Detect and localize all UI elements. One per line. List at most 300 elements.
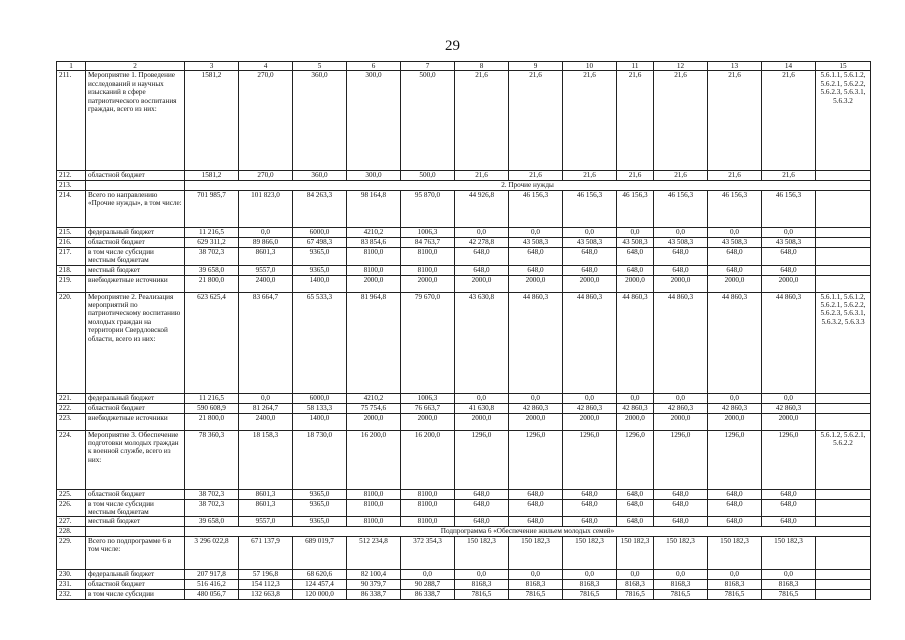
value-cell: 95 870,0 [401, 190, 455, 227]
value-cell: 671 137,9 [239, 536, 293, 569]
value-cell: 83 664,7 [239, 292, 293, 393]
value-cell: 42 860,3 [654, 403, 708, 413]
value-cell: 648,0 [509, 489, 563, 499]
value-cell: 2000,0 [654, 275, 708, 292]
value-cell: 11 216,5 [185, 227, 239, 237]
value-cell: 21,6 [708, 71, 762, 171]
value-cell: 2000,0 [347, 413, 401, 430]
value-cell: 0,0 [563, 393, 617, 403]
value-cell: 8100,0 [347, 489, 401, 499]
value-cell: 648,0 [708, 265, 762, 275]
value-cell: 1581,2 [185, 71, 239, 171]
value-cell: 41 630,8 [455, 403, 509, 413]
value-cell: 4210,2 [347, 393, 401, 403]
value-cell: 43 630,8 [455, 292, 509, 393]
value-cell: 648,0 [509, 517, 563, 527]
value-cell: 46 156,3 [509, 190, 563, 227]
value-cell: 44 860,3 [762, 292, 816, 393]
value-cell: 2000,0 [509, 275, 563, 292]
value-cell: 1296,0 [455, 430, 509, 489]
value-cell: 58 133,3 [293, 403, 347, 413]
value-cell: 83 854,6 [347, 237, 401, 247]
value-cell: 360,0 [293, 171, 347, 181]
value-cell: 150 182,3 [509, 536, 563, 569]
value-cell: 648,0 [455, 517, 509, 527]
row-number: 228. [57, 527, 86, 536]
value-cell: 84 263,3 [293, 190, 347, 227]
value-cell: 150 182,3 [563, 536, 617, 569]
value-cell: 65 533,3 [293, 292, 347, 393]
value-cell: 8168,3 [617, 579, 654, 589]
value-cell: 0,0 [654, 227, 708, 237]
value-cell: 629 311,2 [185, 237, 239, 247]
value-cell: 648,0 [708, 489, 762, 499]
value-cell: 46 156,3 [708, 190, 762, 227]
target-codes: 5.6.1.1, 5.6.1.2, 5.6.2.1, 5.6.2.2, 5.6.2.3, 5.6.3.1, 5.6.3.2, 5.6.3.3 [816, 292, 871, 393]
value-cell: 0,0 [617, 569, 654, 579]
value-cell: 0,0 [654, 393, 708, 403]
target-codes [816, 227, 871, 237]
value-cell: 512 234,8 [347, 536, 401, 569]
value-cell: 480 056,7 [185, 589, 239, 599]
value-cell: 42 860,3 [617, 403, 654, 413]
value-cell: 500,0 [401, 71, 455, 171]
value-cell: 0,0 [509, 227, 563, 237]
value-cell: 0,0 [455, 227, 509, 237]
value-cell: 9365,0 [293, 499, 347, 517]
value-cell: 43 508,3 [762, 237, 816, 247]
table-row [57, 265, 871, 275]
section-title: 2. Прочие нужды [185, 181, 871, 190]
value-cell: 81 264,7 [239, 403, 293, 413]
row-name: Мероприятие 3. Обеспечение подготовки молодых граждан к военной службе, всего из них: [86, 430, 185, 489]
row-number: 221. [57, 393, 86, 403]
value-cell: 0,0 [455, 393, 509, 403]
value-cell: 38 702,3 [185, 489, 239, 499]
value-cell: 689 019,7 [293, 536, 347, 569]
value-cell: 0,0 [239, 393, 293, 403]
table-row [57, 292, 871, 393]
value-cell: 1400,0 [293, 275, 347, 292]
value-cell: 648,0 [762, 517, 816, 527]
row-number: 216. [57, 237, 86, 247]
target-codes [816, 237, 871, 247]
value-cell: 648,0 [654, 517, 708, 527]
row-name: Всего по подпрограмме 6 в том числе: [86, 536, 185, 569]
value-cell: 9365,0 [293, 265, 347, 275]
column-header: 2 [86, 62, 185, 71]
table-row [57, 499, 871, 517]
row-number: 229. [57, 536, 86, 569]
value-cell: 648,0 [762, 499, 816, 517]
value-cell: 648,0 [654, 247, 708, 265]
row-number: 227. [57, 517, 86, 527]
value-cell: 21 800,0 [185, 275, 239, 292]
value-cell: 648,0 [654, 499, 708, 517]
value-cell: 7816,5 [708, 589, 762, 599]
value-cell: 2000,0 [563, 413, 617, 430]
value-cell: 0,0 [762, 227, 816, 237]
target-codes [816, 190, 871, 227]
value-cell: 0,0 [455, 569, 509, 579]
value-cell: 0,0 [762, 569, 816, 579]
value-cell: 154 112,3 [239, 579, 293, 589]
value-cell: 8168,3 [455, 579, 509, 589]
value-cell: 8168,3 [563, 579, 617, 589]
row-number: 225. [57, 489, 86, 499]
value-cell: 648,0 [455, 265, 509, 275]
value-cell: 648,0 [617, 517, 654, 527]
value-cell: 42 278,8 [455, 237, 509, 247]
value-cell: 43 508,3 [563, 237, 617, 247]
value-cell: 79 670,0 [401, 292, 455, 393]
target-codes [816, 589, 871, 599]
value-cell: 46 156,3 [762, 190, 816, 227]
row-number: 218. [57, 265, 86, 275]
value-cell: 648,0 [762, 489, 816, 499]
row-name: внебюджетные источники [86, 275, 185, 292]
value-cell: 11 216,5 [185, 393, 239, 403]
section-title: Подпрограмма 6 «Обеспечение жильем молодых семей» [185, 527, 871, 536]
value-cell: 701 985,7 [185, 190, 239, 227]
value-cell: 2000,0 [563, 275, 617, 292]
value-cell: 42 860,3 [509, 403, 563, 413]
value-cell: 150 182,3 [762, 536, 816, 569]
value-cell: 8601,3 [239, 489, 293, 499]
value-cell: 42 860,3 [762, 403, 816, 413]
value-cell: 2400,0 [239, 275, 293, 292]
value-cell: 2000,0 [401, 275, 455, 292]
table-row [57, 237, 871, 247]
value-cell: 2000,0 [708, 413, 762, 430]
column-header: 5 [293, 62, 347, 71]
value-cell: 2000,0 [654, 413, 708, 430]
row-name: в том числе субсидии местным бюджетам [86, 247, 185, 265]
value-cell: 648,0 [455, 247, 509, 265]
value-cell: 43 508,3 [654, 237, 708, 247]
value-cell: 43 508,3 [509, 237, 563, 247]
value-cell: 6000,0 [293, 227, 347, 237]
row-name: областной бюджет [86, 171, 185, 181]
value-cell: 7816,5 [617, 589, 654, 599]
row-name: федеральный бюджет [86, 569, 185, 579]
value-cell: 150 182,3 [617, 536, 654, 569]
value-cell: 46 156,3 [617, 190, 654, 227]
value-cell: 270,0 [239, 71, 293, 171]
row-number: 219. [57, 275, 86, 292]
value-cell: 8100,0 [401, 247, 455, 265]
value-cell: 8601,3 [239, 499, 293, 517]
value-cell: 2000,0 [617, 275, 654, 292]
row-number: 222. [57, 403, 86, 413]
value-cell: 9365,0 [293, 247, 347, 265]
row-number: 224. [57, 430, 86, 489]
row-name: Мероприятие 2. Реализация мероприятий по патриотическому воспитанию молодых граждан на территории Свердловской области, всего из них: [86, 292, 185, 393]
row-name-cell [86, 527, 185, 536]
value-cell: 0,0 [509, 393, 563, 403]
value-cell: 8100,0 [401, 499, 455, 517]
value-cell: 2000,0 [509, 413, 563, 430]
value-cell: 300,0 [347, 71, 401, 171]
value-cell: 6000,0 [293, 393, 347, 403]
value-cell: 207 917,8 [185, 569, 239, 579]
value-cell: 7816,5 [762, 589, 816, 599]
value-cell: 21,6 [617, 71, 654, 171]
value-cell: 16 200,0 [347, 430, 401, 489]
row-number: 220. [57, 292, 86, 393]
value-cell: 21,6 [563, 71, 617, 171]
value-cell: 78 360,3 [185, 430, 239, 489]
target-codes [816, 413, 871, 430]
row-name-cell [86, 181, 185, 190]
value-cell: 648,0 [762, 247, 816, 265]
table-row [57, 517, 871, 527]
value-cell: 8168,3 [654, 579, 708, 589]
row-number: 223. [57, 413, 86, 430]
row-name: местный бюджет [86, 265, 185, 275]
value-cell: 38 702,3 [185, 499, 239, 517]
value-cell: 21,6 [509, 71, 563, 171]
column-header: 11 [617, 62, 654, 71]
value-cell: 648,0 [563, 265, 617, 275]
row-name: местный бюджет [86, 517, 185, 527]
value-cell: 9557,0 [239, 265, 293, 275]
value-cell: 90 379,7 [347, 579, 401, 589]
value-cell: 270,0 [239, 171, 293, 181]
value-cell: 21,6 [654, 171, 708, 181]
table-row [57, 393, 871, 403]
value-cell: 3 296 022,8 [185, 536, 239, 569]
row-name: областной бюджет [86, 489, 185, 499]
value-cell: 2400,0 [239, 413, 293, 430]
value-cell: 44 860,3 [654, 292, 708, 393]
value-cell: 1006,3 [401, 393, 455, 403]
value-cell: 648,0 [563, 489, 617, 499]
value-cell: 43 508,3 [708, 237, 762, 247]
target-codes [816, 171, 871, 181]
value-cell: 8100,0 [347, 517, 401, 527]
target-codes: 5.6.1.1, 5.6.1.2, 5.6.2.1, 5.6.2.2, 5.6.2.3, 5.6.3.1, 5.6.3.2 [816, 71, 871, 171]
table-body [57, 71, 871, 599]
value-cell: 44 860,3 [708, 292, 762, 393]
target-codes [816, 403, 871, 413]
column-header: 9 [509, 62, 563, 71]
value-cell: 1296,0 [762, 430, 816, 489]
value-cell: 124 457,4 [293, 579, 347, 589]
value-cell: 648,0 [563, 247, 617, 265]
row-name: в том числе субсидии местным бюджетам [86, 499, 185, 517]
row-number: 230. [57, 569, 86, 579]
row-name: областной бюджет [86, 403, 185, 413]
value-cell: 21,6 [708, 171, 762, 181]
value-cell: 2000,0 [708, 275, 762, 292]
value-cell: 86 338,7 [347, 589, 401, 599]
value-cell: 8100,0 [347, 499, 401, 517]
row-number: 232. [57, 589, 86, 599]
row-number: 214. [57, 190, 86, 227]
value-cell: 44 860,3 [617, 292, 654, 393]
table-row [57, 71, 871, 171]
table-row [57, 536, 871, 569]
table-row [57, 275, 871, 292]
value-cell: 44 860,3 [563, 292, 617, 393]
value-cell: 120 000,0 [293, 589, 347, 599]
section-row [57, 181, 871, 190]
column-header: 4 [239, 62, 293, 71]
row-number: 231. [57, 579, 86, 589]
value-cell: 648,0 [762, 265, 816, 275]
value-cell: 648,0 [708, 517, 762, 527]
value-cell: 67 498,3 [293, 237, 347, 247]
row-number: 213. [57, 181, 86, 190]
value-cell: 648,0 [509, 247, 563, 265]
value-cell: 2000,0 [455, 413, 509, 430]
value-cell: 0,0 [654, 569, 708, 579]
value-cell: 648,0 [617, 499, 654, 517]
target-codes [816, 499, 871, 517]
value-cell: 8100,0 [347, 265, 401, 275]
value-cell: 86 338,7 [401, 589, 455, 599]
target-codes [816, 579, 871, 589]
value-cell: 2000,0 [617, 413, 654, 430]
value-cell: 4210,2 [347, 227, 401, 237]
value-cell: 648,0 [563, 517, 617, 527]
row-name: федеральный бюджет [86, 227, 185, 237]
row-number: 211. [57, 71, 86, 171]
value-cell: 648,0 [563, 499, 617, 517]
value-cell: 7816,5 [509, 589, 563, 599]
target-codes [816, 569, 871, 579]
value-cell: 44 926,8 [455, 190, 509, 227]
section-row [57, 527, 871, 536]
table-row [57, 403, 871, 413]
row-number: 217. [57, 247, 86, 265]
value-cell: 42 860,3 [708, 403, 762, 413]
value-cell: 360,0 [293, 71, 347, 171]
value-cell: 0,0 [762, 393, 816, 403]
value-cell: 0,0 [509, 569, 563, 579]
value-cell: 8168,3 [708, 579, 762, 589]
value-cell: 21,6 [762, 71, 816, 171]
column-header: 7 [401, 62, 455, 71]
column-header: 6 [347, 62, 401, 71]
table-row [57, 247, 871, 265]
row-name: Всего по направлению «Прочие нужды», в том числе: [86, 190, 185, 227]
value-cell: 1296,0 [509, 430, 563, 489]
value-cell: 648,0 [708, 247, 762, 265]
table-row [57, 430, 871, 489]
value-cell: 39 658,0 [185, 265, 239, 275]
value-cell: 9557,0 [239, 517, 293, 527]
column-header: 1 [57, 62, 86, 71]
table-header-row [57, 62, 871, 71]
value-cell: 76 663,7 [401, 403, 455, 413]
column-header: 13 [708, 62, 762, 71]
value-cell: 9365,0 [293, 489, 347, 499]
value-cell: 84 763,7 [401, 237, 455, 247]
value-cell: 7816,5 [563, 589, 617, 599]
value-cell: 590 608,9 [185, 403, 239, 413]
value-cell: 0,0 [708, 227, 762, 237]
value-cell: 648,0 [617, 247, 654, 265]
value-cell: 0,0 [563, 569, 617, 579]
column-header: 12 [654, 62, 708, 71]
value-cell: 101 823,0 [239, 190, 293, 227]
row-name: Мероприятие 1. Проведение исследований и научных изысканий в сфере патриотического воспитания граждан, всего из них: [86, 71, 185, 171]
row-name: федеральный бюджет [86, 393, 185, 403]
value-cell: 18 730,0 [293, 430, 347, 489]
value-cell: 0,0 [617, 227, 654, 237]
value-cell: 82 100,4 [347, 569, 401, 579]
value-cell: 516 416,2 [185, 579, 239, 589]
value-cell: 21,6 [617, 171, 654, 181]
table-row [57, 579, 871, 589]
value-cell: 21,6 [563, 171, 617, 181]
value-cell: 21,6 [509, 171, 563, 181]
column-header: 15 [816, 62, 871, 71]
target-codes [816, 489, 871, 499]
row-number: 212. [57, 171, 86, 181]
value-cell: 300,0 [347, 171, 401, 181]
table-row [57, 489, 871, 499]
value-cell: 46 156,3 [654, 190, 708, 227]
table-row [57, 589, 871, 599]
value-cell: 7816,5 [654, 589, 708, 599]
value-cell: 0,0 [617, 393, 654, 403]
value-cell: 98 164,8 [347, 190, 401, 227]
table-row [57, 227, 871, 237]
value-cell: 648,0 [617, 265, 654, 275]
value-cell: 90 288,7 [401, 579, 455, 589]
value-cell: 2000,0 [455, 275, 509, 292]
value-cell: 150 182,3 [708, 536, 762, 569]
table-row [57, 190, 871, 227]
value-cell: 16 200,0 [401, 430, 455, 489]
value-cell: 648,0 [509, 265, 563, 275]
value-cell: 2000,0 [401, 413, 455, 430]
target-codes [816, 393, 871, 403]
value-cell: 8100,0 [401, 489, 455, 499]
value-cell: 500,0 [401, 171, 455, 181]
value-cell: 2000,0 [762, 275, 816, 292]
value-cell: 648,0 [455, 499, 509, 517]
value-cell: 7816,5 [455, 589, 509, 599]
value-cell: 68 620,6 [293, 569, 347, 579]
row-number: 226. [57, 499, 86, 517]
value-cell: 1296,0 [654, 430, 708, 489]
value-cell: 39 658,0 [185, 517, 239, 527]
value-cell: 44 860,3 [509, 292, 563, 393]
value-cell: 0,0 [708, 393, 762, 403]
value-cell: 21,6 [762, 171, 816, 181]
table-row [57, 569, 871, 579]
target-codes [816, 247, 871, 265]
value-cell: 648,0 [654, 489, 708, 499]
row-name: областной бюджет [86, 579, 185, 589]
value-cell: 8601,3 [239, 247, 293, 265]
value-cell: 21,6 [654, 71, 708, 171]
value-cell: 1296,0 [617, 430, 654, 489]
column-header: 3 [185, 62, 239, 71]
value-cell: 1296,0 [708, 430, 762, 489]
value-cell: 8100,0 [401, 265, 455, 275]
value-cell: 0,0 [563, 227, 617, 237]
value-cell: 21 800,0 [185, 413, 239, 430]
value-cell: 38 702,3 [185, 247, 239, 265]
value-cell: 75 754,6 [347, 403, 401, 413]
value-cell: 8168,3 [762, 579, 816, 589]
value-cell: 1400,0 [293, 413, 347, 430]
